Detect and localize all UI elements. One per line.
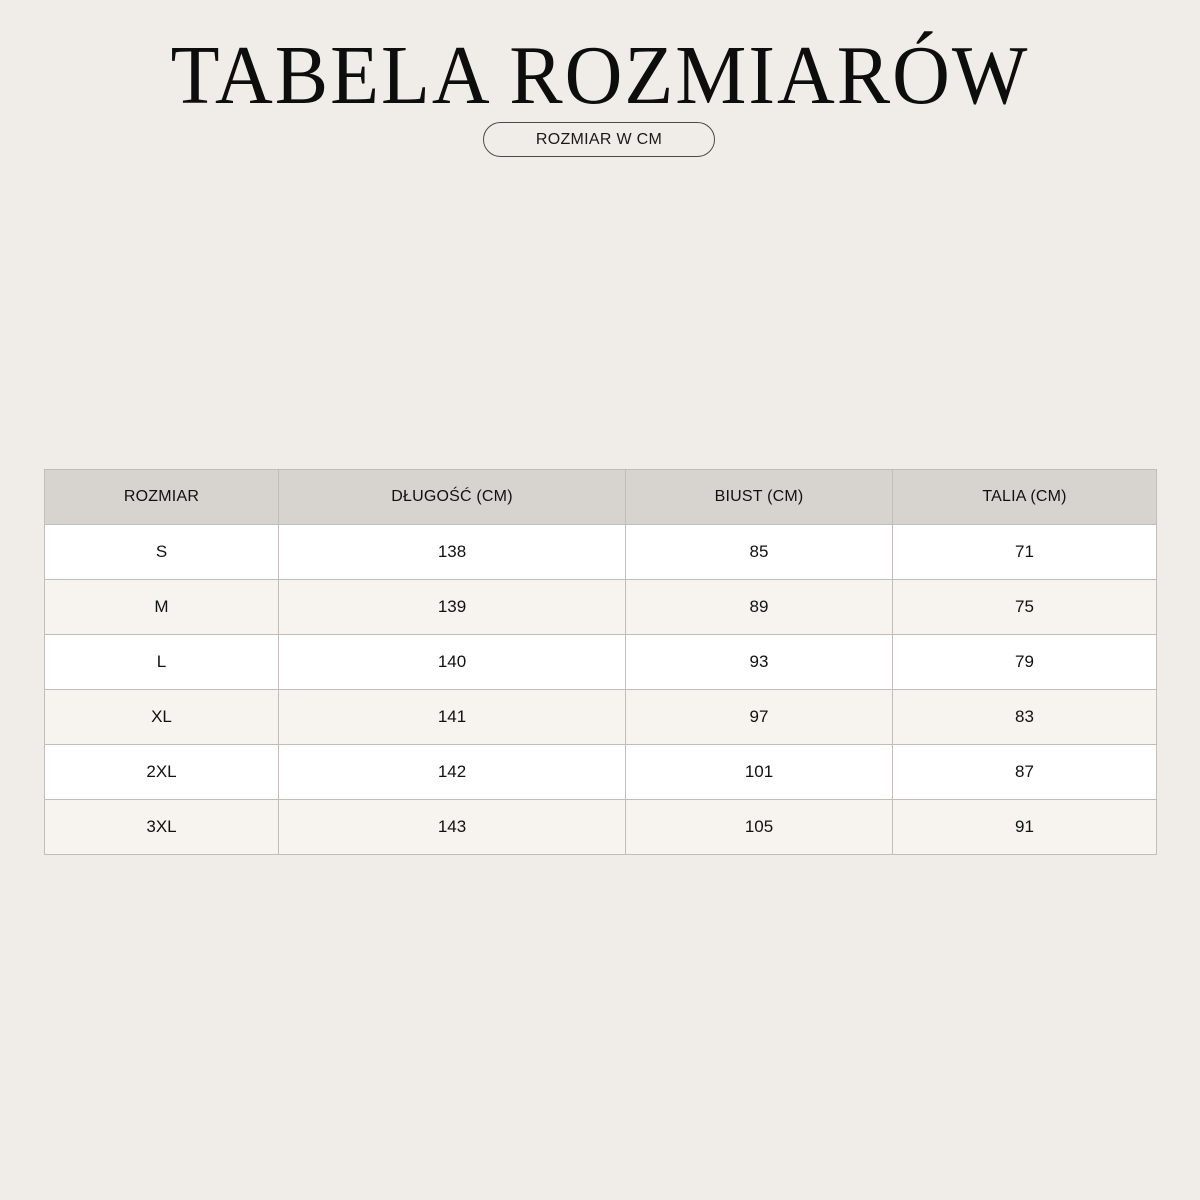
cell-size: M [45,580,279,635]
unit-badge: ROZMIAR W CM [483,122,715,157]
cell-bust: 97 [626,690,893,745]
cell-bust: 93 [626,635,893,690]
header-waist: TALIA (CM) [893,470,1157,525]
cell-length: 143 [279,800,626,855]
table-header-row [45,470,1157,525]
table-row [45,635,1157,690]
header-bust: BIUST (CM) [626,470,893,525]
cell-length: 142 [279,745,626,800]
cell-length: 141 [279,690,626,745]
cell-bust: 101 [626,745,893,800]
table-row [45,745,1157,800]
cell-length: 138 [279,525,626,580]
cell-bust: 85 [626,525,893,580]
cell-size: 2XL [45,745,279,800]
cell-waist: 79 [893,635,1157,690]
cell-bust: 89 [626,580,893,635]
table-row [45,800,1157,855]
cell-size: S [45,525,279,580]
page-title: TABELA ROZMIARÓW [170,30,1030,122]
header-size: ROZMIAR [45,470,279,525]
table-row [45,690,1157,745]
cell-size: 3XL [45,800,279,855]
table-row [45,580,1157,635]
header-length: DŁUGOŚĆ (CM) [279,470,626,525]
cell-waist: 87 [893,745,1157,800]
cell-size: L [45,635,279,690]
cell-bust: 105 [626,800,893,855]
cell-waist: 83 [893,690,1157,745]
cell-waist: 75 [893,580,1157,635]
cell-length: 139 [279,580,626,635]
table-row [45,525,1157,580]
cell-length: 140 [279,635,626,690]
cell-waist: 91 [893,800,1157,855]
cell-size: XL [45,690,279,745]
cell-waist: 71 [893,525,1157,580]
size-table [44,469,1157,855]
